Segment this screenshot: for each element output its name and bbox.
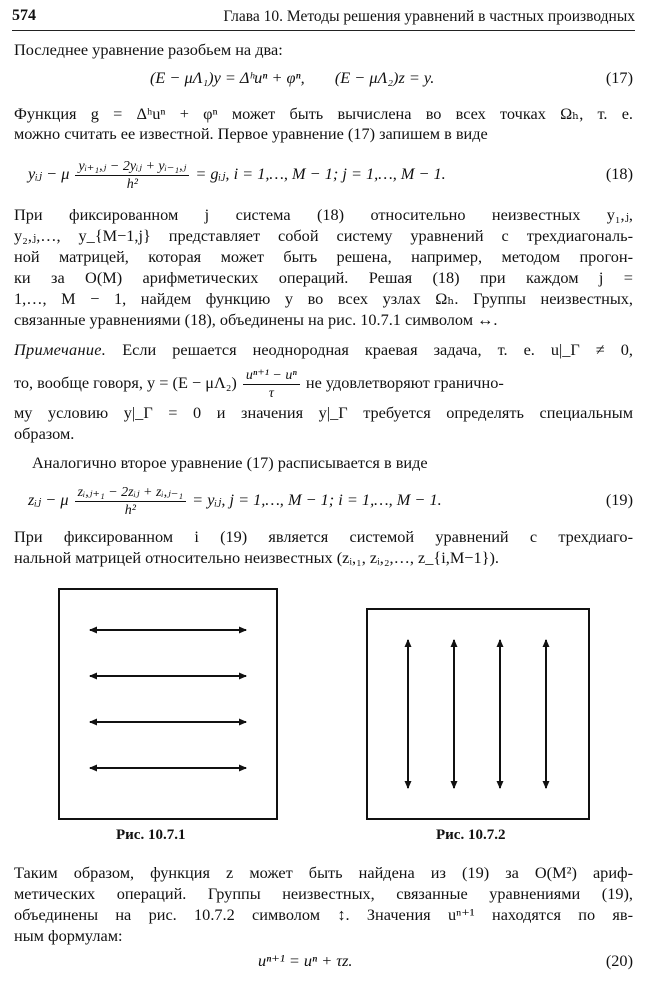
equation-18-rhs: = gᵢⱼ, i = 1,…, M − 1; j = 1,…, M − 1.	[195, 164, 446, 183]
equation-19-denominator: h²	[124, 502, 136, 518]
note-line-2-post: не удовлетворяют гранично-	[305, 373, 504, 392]
paragraph-conclusion-line-1: Таким образом, функция z может быть найдена из (19) за O(M²) ариф-	[14, 863, 633, 882]
equation-18-fraction	[75, 158, 189, 193]
figure-10-7-1-caption: Рис. 10.7.1	[116, 827, 186, 843]
note-line-2	[14, 364, 633, 402]
paragraph-function-g-line-1: Функция g = Δʰuⁿ + φⁿ может быть вычислена во всех точках Ωₕ, т. е.	[14, 104, 633, 123]
paragraph-fixed-i-line-1: При фиксированном i (19) является системой уравнений с трехдиаго-	[14, 527, 633, 546]
equation-18	[28, 154, 446, 194]
equation-17-number: (17)	[605, 68, 633, 87]
note-label: Примечание.	[14, 340, 107, 359]
equation-18-lhs: yᵢⱼ − μ	[28, 164, 70, 183]
equation-19-rhs: = yᵢⱼ, j = 1,…, M − 1; i = 1,…, M − 1.	[192, 490, 442, 509]
paragraph-function-g-line-2: можно считать ее известной. Первое уравнение (17) запишем в виде	[14, 124, 488, 143]
equation-20-formula: uⁿ⁺¹ = uⁿ + τz.	[258, 951, 353, 970]
equation-18-number: (18)	[605, 164, 633, 183]
figure-10-7-1-frame	[59, 589, 277, 819]
equation-19-numerator: zᵢ,ⱼ₊₁ − 2zᵢⱼ + zᵢ,ⱼ₋₁	[75, 484, 187, 502]
equation-19-fraction	[75, 484, 187, 519]
note-fraction-numerator: uⁿ⁺¹ − uⁿ	[243, 367, 300, 385]
paragraph-conclusion-line-2: метических операций. Группы неизвестных, связанные уравнениями (19),	[14, 884, 633, 903]
figure-10-7-2-caption: Рис. 10.7.2	[436, 827, 506, 843]
paragraph-second-equation: Аналогично второе уравнение (17) расписывается в виде	[32, 453, 428, 472]
paragraph-conclusion-line-3: объединены на рис. 10.7.2 символом ↕. Значения uⁿ⁺¹ находятся по яв-	[14, 905, 633, 924]
paragraph-conclusion-line-4: ным формулам:	[14, 926, 123, 945]
equation-19-lhs: zᵢⱼ − μ	[28, 490, 69, 509]
note-line-1	[14, 340, 633, 360]
equation-20	[258, 951, 353, 971]
equation-17	[150, 68, 434, 88]
paragraph-fixed-j-line-3: ной матрицей, которая может быть решена, например, методом прогон-	[14, 247, 633, 266]
note-fraction-denominator: τ	[268, 385, 274, 401]
figure-10-7-2	[366, 608, 590, 820]
paragraph-fixed-j-line-4: ки за O(M) арифметических операций. Решая (18) при каждом j =	[14, 268, 633, 287]
note-line-3: му условию y|_Γ = 0 и значения y|_Γ требуется определять специальным	[14, 403, 633, 422]
paragraph-fixed-j-line-1: При фиксированном j система (18) относительно неизвестных y₁,ⱼ,	[14, 205, 633, 224]
equation-20-number: (20)	[605, 951, 633, 970]
equation-19-number: (19)	[605, 490, 633, 509]
equation-17-right: (E − μΛ₂)z = y.	[334, 68, 435, 87]
paragraph-fixed-j-line-6: связанные уравнениями (18), объединены на рис. 10.7.1 символом ↔.	[14, 310, 498, 329]
page-header	[12, 4, 635, 31]
page-number: 574	[12, 7, 36, 24]
note-line-4: образом.	[14, 424, 75, 443]
figure-10-7-2-frame	[367, 609, 589, 819]
chapter-title: Глава 10. Методы решения уравнений в частных производных	[223, 8, 635, 25]
paragraph-fixed-i-line-2: нальной матрицей относительно неизвестных (zᵢ,₁, zᵢ,₂,…, z_{i,M−1}).	[14, 548, 499, 567]
note-line-2-pre: то, вообще говоря, y = (E − μΛ₂)	[14, 373, 237, 392]
paragraph-fixed-j-line-5: 1,…, M − 1, найдем функцию y во всех узлах Ωₕ. Группы неизвестных,	[14, 289, 633, 308]
figure-10-7-1	[58, 588, 278, 820]
paragraph-split-intro: Последнее уравнение разобьем на два:	[14, 40, 283, 59]
equation-17-left: (E − μΛ₁)y = Δʰuⁿ + φⁿ,	[150, 68, 305, 87]
paragraph-fixed-j-line-2: y₂,ⱼ,…, y_{M−1,j} представляет собой систему уравнений с трехдиагональ-	[14, 226, 633, 245]
note-line-1-text: Если решается неоднородная краевая задача, т. е. u|_Γ ≠ 0,	[122, 340, 633, 359]
equation-18-numerator: yᵢ₊₁,ⱼ − 2yᵢⱼ + yᵢ₋₁,ⱼ	[75, 158, 189, 176]
equation-18-denominator: h²	[126, 176, 138, 192]
equation-19	[28, 480, 442, 520]
note-fraction	[243, 367, 300, 402]
